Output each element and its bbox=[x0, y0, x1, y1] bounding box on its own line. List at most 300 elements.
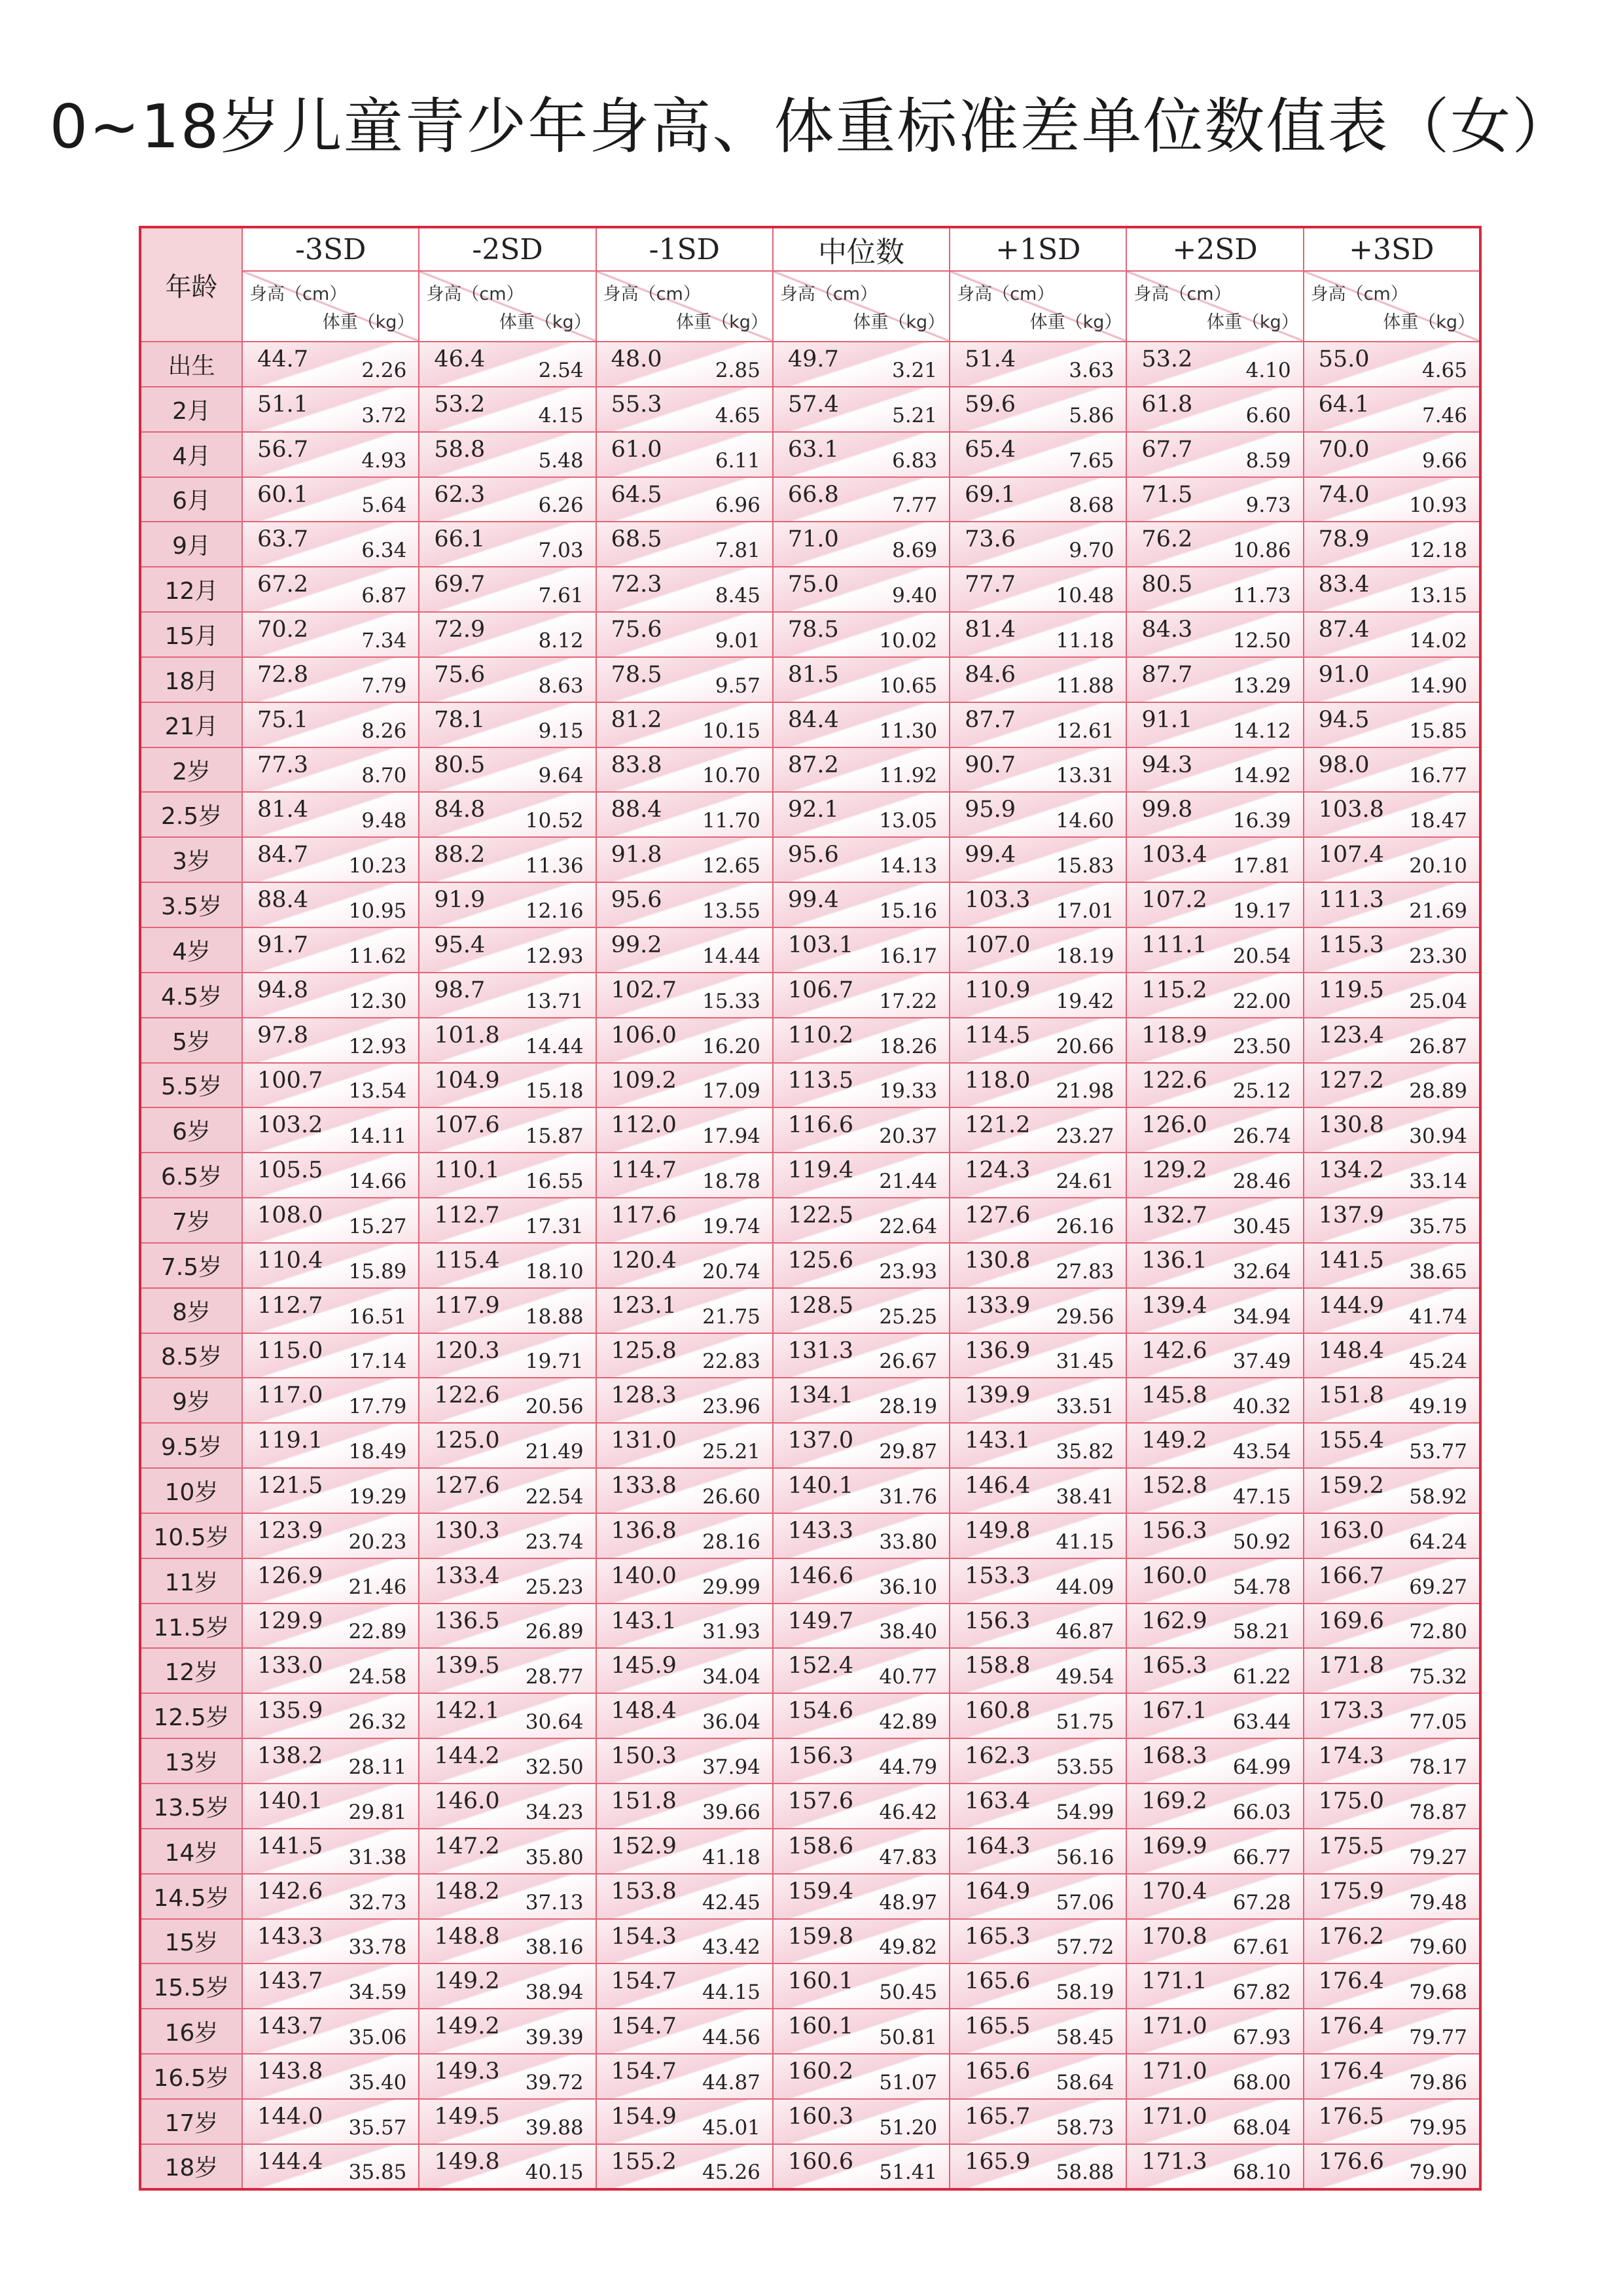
weight-value: 9.01 bbox=[715, 628, 760, 653]
weight-value: 9.64 bbox=[538, 764, 584, 788]
weight-value: 11.36 bbox=[525, 854, 584, 878]
value-cell bbox=[1126, 1018, 1303, 1063]
height-value: 111.3 bbox=[1318, 887, 1384, 914]
weight-value: 20.37 bbox=[879, 1124, 938, 1149]
weight-value: 17.14 bbox=[348, 1350, 407, 1374]
weight-value: 15.27 bbox=[348, 1214, 407, 1238]
weight-value: 26.16 bbox=[1056, 1214, 1115, 1238]
height-value: 118.9 bbox=[1141, 1022, 1207, 1049]
value-cell bbox=[950, 882, 1126, 927]
value-cell bbox=[242, 792, 419, 837]
weight-value: 2.26 bbox=[361, 358, 407, 382]
value-cell bbox=[1304, 973, 1480, 1018]
height-value: 142.1 bbox=[434, 1698, 500, 1725]
height-value: 67.7 bbox=[1141, 436, 1193, 463]
value-cell bbox=[1304, 1333, 1480, 1378]
table-row bbox=[140, 1604, 1480, 1649]
weight-value: 30.45 bbox=[1232, 1214, 1291, 1238]
value-cell bbox=[419, 1198, 596, 1243]
weight-value: 15.18 bbox=[525, 1079, 584, 1103]
height-value: 164.9 bbox=[965, 1878, 1031, 1905]
table-row bbox=[140, 1243, 1480, 1288]
value-cell bbox=[596, 882, 773, 927]
value-cell bbox=[773, 882, 950, 927]
height-value: 77.7 bbox=[965, 571, 1016, 598]
value-cell bbox=[1126, 1513, 1303, 1558]
age-cell: 9.5岁 bbox=[140, 1423, 242, 1468]
table-row bbox=[140, 1063, 1480, 1108]
value-cell bbox=[773, 1964, 950, 2009]
height-value: 78.5 bbox=[787, 617, 839, 643]
height-value: 154.9 bbox=[611, 2103, 677, 2130]
value-cell bbox=[419, 702, 596, 747]
value-cell bbox=[950, 432, 1126, 477]
value-cell bbox=[242, 2054, 419, 2099]
value-cell bbox=[242, 1153, 419, 1198]
value-cell bbox=[1304, 1829, 1480, 1874]
height-value: 135.9 bbox=[257, 1698, 323, 1725]
height-value: 98.0 bbox=[1318, 751, 1370, 778]
height-value: 103.3 bbox=[965, 887, 1031, 914]
value-cell bbox=[773, 477, 950, 522]
value-cell bbox=[950, 567, 1126, 612]
weight-value: 10.95 bbox=[348, 899, 407, 923]
value-cell bbox=[1126, 1604, 1303, 1649]
value-cell bbox=[242, 657, 419, 702]
value-cell bbox=[1126, 2099, 1303, 2144]
value-cell bbox=[242, 522, 419, 567]
weight-value: 57.72 bbox=[1056, 1935, 1115, 1960]
value-cell bbox=[1304, 657, 1480, 702]
value-cell bbox=[1126, 702, 1303, 747]
weight-value: 18.26 bbox=[879, 1034, 938, 1058]
height-value: 75.0 bbox=[787, 571, 839, 598]
height-value: 122.5 bbox=[787, 1202, 854, 1229]
value-cell bbox=[950, 2099, 1126, 2144]
height-value: 67.2 bbox=[257, 571, 309, 598]
weight-value: 10.70 bbox=[702, 764, 760, 788]
value-cell bbox=[773, 1378, 950, 1423]
weight-value: 14.90 bbox=[1409, 673, 1467, 698]
value-cell bbox=[242, 567, 419, 612]
weight-value: 14.92 bbox=[1232, 764, 1291, 788]
weight-value: 6.83 bbox=[892, 448, 938, 473]
value-cell bbox=[950, 1018, 1126, 1063]
weight-value: 19.29 bbox=[348, 1484, 407, 1509]
value-cell bbox=[773, 792, 950, 837]
height-value: 62.3 bbox=[434, 481, 486, 508]
table-row bbox=[140, 927, 1480, 973]
height-value: 148.4 bbox=[611, 1698, 677, 1725]
height-value: 72.3 bbox=[611, 571, 662, 598]
height-value: 175.9 bbox=[1318, 1878, 1384, 1905]
weight-value: 6.87 bbox=[361, 584, 407, 608]
height-value: 74.0 bbox=[1318, 481, 1370, 508]
height-value: 120.4 bbox=[611, 1247, 677, 1274]
weight-value: 7.46 bbox=[1421, 403, 1467, 427]
weight-value: 38.65 bbox=[1409, 1259, 1467, 1283]
value-cell bbox=[419, 1153, 596, 1198]
height-value: 112.7 bbox=[434, 1202, 500, 1229]
value-cell bbox=[596, 837, 773, 882]
height-value: 139.9 bbox=[965, 1382, 1031, 1409]
height-value: 63.7 bbox=[257, 526, 309, 553]
table-row bbox=[140, 1738, 1480, 1784]
value-cell bbox=[1304, 1919, 1480, 1964]
sd-column-header: +1SD bbox=[950, 227, 1126, 271]
value-cell bbox=[1304, 1648, 1480, 1693]
value-cell bbox=[1126, 2054, 1303, 2099]
value-cell bbox=[773, 1919, 950, 1964]
height-value: 110.9 bbox=[965, 977, 1031, 1003]
weight-value: 38.94 bbox=[525, 1981, 584, 2005]
height-value: 115.3 bbox=[1318, 931, 1384, 958]
value-cell bbox=[419, 792, 596, 837]
weight-value: 14.66 bbox=[348, 1170, 407, 1194]
value-cell bbox=[242, 1648, 419, 1693]
value-cell bbox=[773, 1018, 950, 1063]
value-cell bbox=[1304, 567, 1480, 612]
height-value: 148.4 bbox=[1318, 1337, 1384, 1364]
height-value: 78.9 bbox=[1318, 526, 1370, 553]
value-cell bbox=[419, 432, 596, 477]
weight-value: 11.73 bbox=[1232, 584, 1291, 608]
height-value: 129.9 bbox=[257, 1607, 323, 1634]
height-value: 81.5 bbox=[787, 661, 839, 688]
value-cell bbox=[1126, 1198, 1303, 1243]
height-value: 120.3 bbox=[434, 1337, 500, 1364]
table-row bbox=[140, 1333, 1480, 1378]
height-value: 176.4 bbox=[1318, 2013, 1384, 2040]
height-value: 99.2 bbox=[611, 931, 662, 958]
weight-value: 6.96 bbox=[715, 493, 760, 518]
weight-value: 35.85 bbox=[348, 2161, 407, 2184]
value-cell bbox=[596, 1738, 773, 1784]
value-cell bbox=[596, 792, 773, 837]
weight-value: 11.92 bbox=[879, 764, 938, 788]
height-value: 175.5 bbox=[1318, 1833, 1384, 1859]
value-cell bbox=[1304, 1243, 1480, 1288]
value-cell bbox=[1304, 2144, 1480, 2189]
value-cell bbox=[950, 1153, 1126, 1198]
weight-value: 61.22 bbox=[1232, 1665, 1291, 1689]
weight-value: 31.45 bbox=[1056, 1350, 1115, 1374]
height-value: 165.6 bbox=[965, 2058, 1031, 2085]
height-value: 122.6 bbox=[434, 1382, 500, 1409]
height-value: 97.8 bbox=[257, 1022, 309, 1049]
weight-unit-label: 体重（kg） bbox=[1029, 312, 1122, 332]
weight-value: 11.62 bbox=[348, 944, 407, 968]
age-cell: 13.5岁 bbox=[140, 1784, 242, 1829]
value-cell bbox=[950, 973, 1126, 1018]
height-value: 87.4 bbox=[1318, 617, 1370, 643]
height-value: 149.2 bbox=[434, 1968, 500, 1995]
weight-value: 38.41 bbox=[1056, 1484, 1115, 1509]
value-cell bbox=[596, 612, 773, 657]
value-cell bbox=[242, 1558, 419, 1604]
height-value: 166.7 bbox=[1318, 1562, 1384, 1589]
height-value: 133.4 bbox=[434, 1562, 500, 1589]
height-value: 155.2 bbox=[611, 2148, 677, 2175]
sd-column-header: 中位数 bbox=[773, 227, 950, 271]
age-cell: 7.5岁 bbox=[140, 1243, 242, 1288]
weight-value: 6.34 bbox=[361, 539, 407, 563]
weight-value: 35.75 bbox=[1409, 1214, 1467, 1238]
value-cell bbox=[773, 1063, 950, 1108]
value-cell bbox=[419, 387, 596, 432]
weight-value: 18.78 bbox=[702, 1170, 760, 1194]
sd-header-row bbox=[140, 227, 1480, 271]
value-cell bbox=[1304, 612, 1480, 657]
height-value: 122.6 bbox=[1141, 1067, 1207, 1094]
weight-value: 21.69 bbox=[1409, 899, 1467, 923]
height-value: 53.2 bbox=[434, 391, 486, 418]
value-cell bbox=[419, 1738, 596, 1784]
weight-value: 51.41 bbox=[879, 2161, 938, 2184]
weight-value: 3.63 bbox=[1069, 358, 1115, 382]
weight-value: 39.72 bbox=[525, 2070, 584, 2094]
value-cell bbox=[596, 1919, 773, 1964]
height-value: 138.2 bbox=[257, 1743, 323, 1770]
unit-header-cell bbox=[773, 271, 950, 342]
value-cell bbox=[950, 1333, 1126, 1378]
height-value: 81.2 bbox=[611, 706, 662, 733]
value-cell bbox=[950, 477, 1126, 522]
weight-value: 33.80 bbox=[879, 1530, 938, 1554]
height-value: 140.1 bbox=[787, 1473, 854, 1499]
height-value: 174.3 bbox=[1318, 1743, 1384, 1770]
height-value: 110.2 bbox=[787, 1022, 854, 1049]
height-value: 61.8 bbox=[1141, 391, 1193, 418]
value-cell bbox=[596, 927, 773, 973]
value-cell bbox=[1126, 522, 1303, 567]
height-value: 84.8 bbox=[434, 797, 486, 823]
height-value: 153.8 bbox=[611, 1878, 677, 1905]
value-cell bbox=[242, 387, 419, 432]
height-value: 171.3 bbox=[1141, 2148, 1207, 2175]
value-cell bbox=[596, 1693, 773, 1738]
value-cell bbox=[773, 1288, 950, 1333]
weight-value: 58.64 bbox=[1056, 2070, 1115, 2094]
age-cell: 11岁 bbox=[140, 1558, 242, 1604]
weight-value: 58.19 bbox=[1056, 1981, 1115, 2005]
value-cell bbox=[596, 1874, 773, 1919]
value-cell bbox=[773, 2009, 950, 2054]
height-value: 127.6 bbox=[434, 1473, 500, 1499]
table-row bbox=[140, 1107, 1480, 1153]
height-value: 51.1 bbox=[257, 391, 309, 418]
height-value: 63.1 bbox=[787, 436, 839, 463]
weight-value: 67.28 bbox=[1232, 1890, 1291, 1914]
height-value: 87.7 bbox=[1141, 661, 1193, 688]
weight-value: 27.83 bbox=[1056, 1259, 1115, 1283]
height-value: 171.0 bbox=[1141, 2058, 1207, 2085]
value-cell bbox=[242, 1243, 419, 1288]
table-row bbox=[140, 702, 1480, 747]
height-value: 160.6 bbox=[787, 2148, 854, 2175]
weight-value: 25.23 bbox=[525, 1575, 584, 1599]
height-value: 156.3 bbox=[787, 1743, 854, 1770]
table-row bbox=[140, 1198, 1480, 1243]
value-cell bbox=[419, 1333, 596, 1378]
height-value: 159.8 bbox=[787, 1923, 854, 1950]
weight-value: 40.32 bbox=[1232, 1395, 1291, 1419]
value-cell bbox=[419, 342, 596, 387]
value-cell bbox=[950, 1513, 1126, 1558]
value-cell bbox=[242, 342, 419, 387]
height-value: 162.3 bbox=[965, 1743, 1031, 1770]
height-value: 83.4 bbox=[1318, 571, 1370, 598]
weight-value: 14.60 bbox=[1056, 809, 1115, 833]
weight-value: 41.18 bbox=[702, 1845, 760, 1869]
weight-value: 17.22 bbox=[879, 989, 938, 1013]
value-cell bbox=[950, 2144, 1126, 2189]
height-value: 149.8 bbox=[965, 1517, 1031, 1544]
value-cell bbox=[242, 1288, 419, 1333]
value-cell bbox=[419, 657, 596, 702]
weight-value: 14.13 bbox=[879, 854, 938, 878]
weight-value: 28.89 bbox=[1409, 1079, 1467, 1103]
value-cell bbox=[950, 1243, 1126, 1288]
table-row bbox=[140, 792, 1480, 837]
height-value: 160.1 bbox=[787, 2013, 854, 2040]
height-value: 151.8 bbox=[1318, 1382, 1384, 1409]
value-cell bbox=[950, 1738, 1126, 1784]
height-value: 136.5 bbox=[434, 1607, 500, 1634]
height-value: 160.2 bbox=[787, 2058, 854, 2085]
height-value: 83.8 bbox=[611, 751, 662, 778]
unit-header-cell bbox=[242, 271, 419, 342]
weight-value: 25.04 bbox=[1409, 989, 1467, 1013]
weight-value: 9.15 bbox=[538, 719, 584, 743]
height-value: 48.0 bbox=[611, 346, 662, 372]
height-unit-label: 身高（cm） bbox=[957, 284, 1055, 304]
value-cell bbox=[773, 2144, 950, 2189]
weight-value: 29.87 bbox=[879, 1440, 938, 1464]
weight-value: 16.51 bbox=[348, 1304, 407, 1329]
height-value: 126.0 bbox=[1141, 1112, 1207, 1139]
height-value: 173.3 bbox=[1318, 1698, 1384, 1725]
height-value: 143.7 bbox=[257, 2013, 323, 2040]
table-row bbox=[140, 1693, 1480, 1738]
value-cell bbox=[773, 1693, 950, 1738]
height-value: 80.5 bbox=[434, 751, 486, 778]
weight-value: 79.27 bbox=[1409, 1845, 1467, 1869]
height-value: 88.4 bbox=[257, 887, 309, 914]
weight-value: 58.45 bbox=[1056, 2026, 1115, 2050]
weight-value: 10.86 bbox=[1232, 539, 1291, 563]
age-cell: 16岁 bbox=[140, 2009, 242, 2054]
value-cell bbox=[773, 567, 950, 612]
value-cell bbox=[1304, 1874, 1480, 1919]
value-cell bbox=[596, 1153, 773, 1198]
height-value: 165.9 bbox=[965, 2148, 1031, 2175]
height-value: 112.7 bbox=[257, 1292, 323, 1319]
value-cell bbox=[1304, 2054, 1480, 2099]
weight-value: 11.30 bbox=[879, 719, 938, 743]
weight-value: 66.03 bbox=[1232, 1800, 1291, 1824]
value-cell bbox=[419, 1107, 596, 1153]
weight-value: 10.52 bbox=[525, 809, 584, 833]
weight-value: 20.56 bbox=[525, 1395, 584, 1419]
height-value: 91.8 bbox=[611, 842, 662, 869]
value-cell bbox=[1126, 1423, 1303, 1468]
value-cell bbox=[950, 612, 1126, 657]
height-value: 128.5 bbox=[787, 1292, 854, 1319]
height-value: 146.6 bbox=[787, 1562, 854, 1589]
weight-value: 22.00 bbox=[1232, 989, 1291, 1013]
value-cell bbox=[773, 1198, 950, 1243]
height-value: 121.2 bbox=[965, 1112, 1031, 1139]
value-cell bbox=[419, 1018, 596, 1063]
weight-value: 44.15 bbox=[702, 1981, 760, 2005]
weight-value: 12.93 bbox=[525, 944, 584, 968]
height-value: 51.4 bbox=[965, 346, 1016, 372]
weight-value: 50.92 bbox=[1232, 1530, 1291, 1554]
weight-value: 7.61 bbox=[538, 584, 584, 608]
unit-header-cell bbox=[950, 271, 1126, 342]
table-row bbox=[140, 657, 1480, 702]
value-cell bbox=[596, 1423, 773, 1468]
weight-value: 42.89 bbox=[879, 1710, 938, 1734]
value-cell bbox=[596, 477, 773, 522]
height-value: 163.4 bbox=[965, 1788, 1031, 1814]
height-value: 114.5 bbox=[965, 1022, 1031, 1049]
weight-value: 34.59 bbox=[348, 1981, 407, 2005]
value-cell bbox=[1126, 837, 1303, 882]
weight-value: 23.30 bbox=[1409, 944, 1467, 968]
weight-value: 35.57 bbox=[348, 2115, 407, 2140]
height-value: 143.7 bbox=[257, 1968, 323, 1995]
value-cell bbox=[1126, 342, 1303, 387]
age-cell: 7岁 bbox=[140, 1198, 242, 1243]
height-value: 165.7 bbox=[965, 2103, 1031, 2130]
height-value: 107.6 bbox=[434, 1112, 500, 1139]
value-cell bbox=[1304, 1693, 1480, 1738]
age-cell: 2.5岁 bbox=[140, 792, 242, 837]
height-value: 158.6 bbox=[787, 1833, 854, 1859]
height-value: 81.4 bbox=[257, 797, 309, 823]
weight-value: 9.73 bbox=[1245, 493, 1291, 518]
unit-header-cell bbox=[1126, 271, 1303, 342]
weight-value: 13.54 bbox=[348, 1079, 407, 1103]
height-value: 154.3 bbox=[611, 1923, 677, 1950]
value-cell bbox=[950, 1693, 1126, 1738]
height-value: 119.1 bbox=[257, 1427, 323, 1454]
weight-value: 64.99 bbox=[1232, 1755, 1291, 1779]
height-value: 100.7 bbox=[257, 1067, 323, 1094]
weight-value: 23.96 bbox=[702, 1395, 760, 1419]
table-row bbox=[140, 2099, 1480, 2144]
height-value: 148.8 bbox=[434, 1923, 500, 1950]
value-cell bbox=[242, 1107, 419, 1153]
height-value: 64.5 bbox=[611, 481, 662, 508]
weight-value: 23.93 bbox=[879, 1259, 938, 1283]
height-value: 176.5 bbox=[1318, 2103, 1384, 2130]
age-cell: 16.5岁 bbox=[140, 2054, 242, 2099]
age-cell: 6月 bbox=[140, 477, 242, 522]
weight-value: 23.50 bbox=[1232, 1034, 1291, 1058]
weight-value: 78.17 bbox=[1409, 1755, 1467, 1779]
value-cell bbox=[950, 1964, 1126, 2009]
weight-value: 49.82 bbox=[879, 1935, 938, 1960]
value-cell bbox=[596, 1604, 773, 1649]
height-value: 111.1 bbox=[1141, 931, 1207, 958]
value-cell bbox=[596, 342, 773, 387]
weight-value: 11.70 bbox=[702, 809, 760, 833]
value-cell bbox=[773, 1784, 950, 1829]
weight-value: 22.89 bbox=[348, 1620, 407, 1644]
